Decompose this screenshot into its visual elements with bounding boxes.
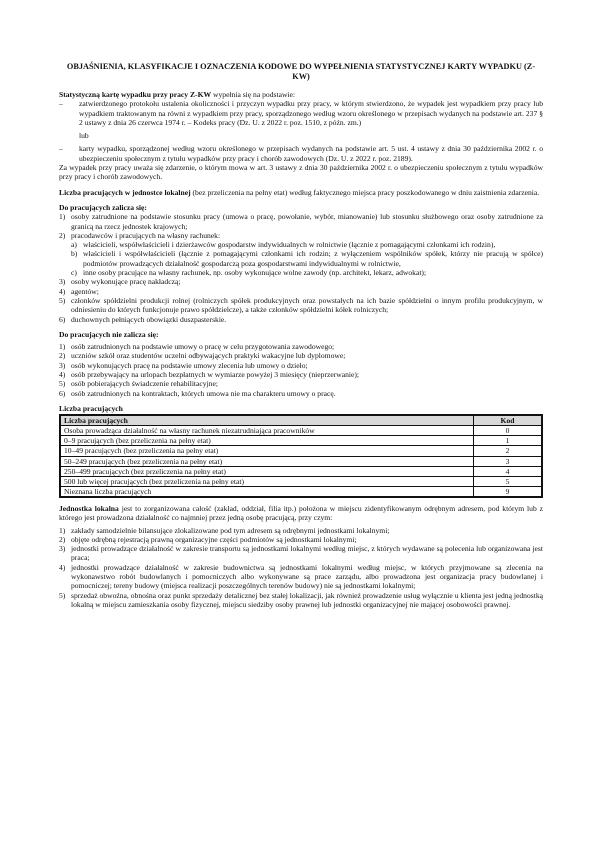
intro-text: wypełnia się na podstawie: bbox=[211, 90, 296, 99]
cell-code: 5 bbox=[474, 476, 543, 486]
item-number: 3) bbox=[59, 360, 66, 370]
item-text: agentów; bbox=[71, 286, 99, 296]
table-caption: Liczba pracujących bbox=[59, 403, 123, 413]
cell-description: 10–49 pracujących (bez przeliczenia na pełny etat) bbox=[60, 446, 474, 456]
cell-code: 4 bbox=[474, 466, 543, 476]
item-number: 4) bbox=[59, 562, 66, 572]
item-text: osób wykonujących pracę na podstawie umowy zlecenia lub umowy o dzieło; bbox=[71, 360, 308, 370]
cell-code: 0 bbox=[474, 426, 543, 436]
item-number: 1) bbox=[59, 212, 66, 222]
table-row bbox=[60, 476, 542, 486]
item-number: 4) bbox=[59, 286, 66, 296]
item-text: uczniów szkół oraz studentów uczelni odbywających praktyki wakacyjne lub dyplomowe; bbox=[71, 351, 346, 361]
item-text: inne osoby pracujące na własny rachunek, np. osoby wykonujące wolne zawody (np. architekt, lekarz, adwokat); bbox=[83, 268, 427, 278]
item-text: jednostki prowadzące działalność w zakresie budownictwa są jednostkami lokalnymi według miejsc, w których przyjmowane są zlecenia na wykonawstwo robót budowlanych i pomocniczych albo wykonywane są prace zarządu, albo prowadzona jest organizacja pracy budowlanej i pomocniczej; tereny budowy (miejsca realizacji poszczególnych terenów budowy) nie są jednostkami lokalnymi; bbox=[71, 562, 543, 591]
item-number: 2) bbox=[59, 230, 66, 240]
list-item bbox=[59, 526, 543, 535]
item-text: osób przebywający na urlopach bezpłatnych w wymiarze powyżej 3 miesięcy (nieprzerwanie); bbox=[71, 370, 360, 380]
item-text: duchownych pełniących obowiązki duszpasterskie. bbox=[71, 314, 227, 324]
list-item bbox=[59, 389, 543, 398]
item-text: osób zatrudnionych na podstawie umowy o pracę w celu przygotowania zawodowego; bbox=[71, 342, 335, 352]
dash-bullet: – bbox=[59, 99, 63, 109]
cell-description: Nieznana liczba pracujących bbox=[60, 486, 474, 497]
intro-bold: Statystyczną kartę wypadku przy pracy Z-KW bbox=[59, 90, 212, 99]
item-text: objęte odrębną rejestracją prawną organizacyjne części podmiotów są jednostkami lokalnymi; bbox=[71, 534, 357, 544]
item-letter: c) bbox=[71, 268, 77, 278]
intro-paragraph bbox=[59, 90, 543, 99]
list-item bbox=[59, 379, 543, 388]
table-row bbox=[60, 426, 542, 436]
table-row bbox=[60, 436, 542, 446]
item-text: pracodawców i pracujących na własny rachunek: bbox=[71, 230, 221, 240]
item-text: sprzedaż obwoźna, obnośna oraz punkt sprzedaży detalicznej bez stałej lokalizacji, jak również prowadzenie usług wyłącznie u klienta jest jedną jednostką lokalną w miejscu zamieszkania osoby fizycznej, miejscu siedziby osoby prawnej lub jednostki organizacyjnej nie mającej osobowości prawnej. bbox=[71, 590, 543, 609]
list-item bbox=[59, 287, 543, 296]
item-text: osoby zatrudnione na podstawie stosunku pracy (umowa o pracę, powołanie, wybór, mianowanie) lub stosunku służbowego oraz osoby zatrudnione za granicą na rzecz jednostek krajowych; bbox=[71, 212, 543, 231]
item-text: osoby wykonujące pracę nakładczą; bbox=[71, 277, 181, 287]
table-row bbox=[60, 456, 542, 466]
included-sublist bbox=[59, 240, 543, 277]
item-text: członków spółdzielni produkcji rolnej (rolniczych spółek produkcyjnych oraz powstałych na ich bazie spółdzielni o innym profilu produkcyjnym, w odniesieniu do których funkcjonuje prawo spółdzielcze), a także członków spółdzielni kółek rolniczych; bbox=[71, 295, 543, 315]
local-unit-list bbox=[59, 526, 543, 610]
list-item bbox=[59, 544, 543, 563]
item-number: 2) bbox=[59, 351, 66, 361]
item-text: zakłady samodzielnie bilansujące zlokalizowane pod tym adresem są odrębnymi jednostkami lokalnymi; bbox=[71, 525, 390, 535]
item-number: 6) bbox=[59, 388, 66, 398]
item-number: 6) bbox=[59, 314, 66, 324]
cell-description: Osoba prowadząca działalność na własny rachunek niezatrudniająca pracowników bbox=[60, 426, 474, 436]
item-number: 1) bbox=[59, 342, 66, 352]
item-letter: b) bbox=[71, 249, 78, 259]
sub-list-item bbox=[59, 240, 543, 249]
sub-list-item bbox=[59, 268, 543, 277]
item-number: 1) bbox=[59, 525, 66, 535]
local-unit-text: jest to zorganizowana całość (zakład, oddział, filia itp.) położona w miejscu zidentyfikowanym odrębnym adresem, pod którym lub z którego jest prowadzona działalność co najmniej przez jedną osobę pracującą, przy czym: bbox=[59, 503, 543, 523]
list-item bbox=[59, 277, 543, 286]
employees-count-paragraph bbox=[59, 188, 543, 197]
employees-count-text: (bez przeliczenia na pełny etat) według faktycznego miejsca pracy poszkodowanego w dniu zaistnienia zdarzenia. bbox=[190, 187, 540, 197]
item-number: 5) bbox=[59, 379, 66, 389]
cell-code: 2 bbox=[474, 446, 543, 456]
item-number: 5) bbox=[59, 590, 66, 600]
list-item bbox=[59, 370, 543, 379]
local-unit-paragraph bbox=[59, 504, 543, 523]
column-header-code: Kod bbox=[474, 415, 543, 426]
excluded-heading: Do pracujących nie zalicza się: bbox=[59, 329, 159, 339]
or-label: lub bbox=[79, 131, 89, 141]
included-list bbox=[59, 212, 543, 324]
employees-code-table bbox=[59, 414, 543, 498]
cell-description: 50–249 pracujących (bez przeliczenia na pełny etat) bbox=[60, 456, 474, 466]
cell-code: 9 bbox=[474, 486, 543, 497]
employees-count-bold: Liczba pracujących w jednostce lokalnej bbox=[59, 187, 191, 197]
basis-item-card bbox=[59, 144, 543, 163]
basis-text: karty wypadku, sporządzonej według wzoru określonego w przepisach wydanych na podstawie art. 5 ust. 4 ustawy z dnia 30 października 2002 r. o ubezpieczeniu społecznym z tytułu wypadków przy pracy i chorób zawodowych (Dz. U. z 2022 r. poz. 2189). bbox=[79, 144, 543, 163]
item-number: 3) bbox=[59, 277, 66, 287]
list-item bbox=[59, 351, 543, 360]
table-row bbox=[60, 446, 542, 456]
list-item bbox=[59, 296, 543, 315]
table-row bbox=[60, 486, 542, 497]
cell-description: 0–9 pracujących (bez przeliczenia na pełny etat) bbox=[60, 436, 474, 446]
page-title: OBJAŚNIENIA, KLASYFIKACJE I OZNACZENIA KODOWE DO WYPEŁNIENIA STATYSTYCZNEJ KARTY WYPADKU (Z-KW) bbox=[66, 62, 536, 81]
document-page bbox=[59, 62, 543, 609]
item-number: 4) bbox=[59, 370, 66, 380]
sub-list-item bbox=[59, 249, 543, 268]
list-item bbox=[59, 563, 543, 591]
cell-code: 3 bbox=[474, 456, 543, 466]
excluded-list bbox=[59, 342, 543, 398]
list-item bbox=[59, 591, 543, 610]
dash-bullet: – bbox=[59, 144, 63, 154]
column-header-count: Liczba pracujących bbox=[60, 415, 474, 426]
item-text: właścicieli i współwłaścicieli (łącznie z pomagającymi członkami ich rodzin; z wyłączeniem wspólników spółek, którzy nie pracują w spółce) podmiotów prowadzących działalność gospodarczą poza gospodarstwami indywidualnymi w rolnictwie, bbox=[83, 249, 543, 268]
item-number: 5) bbox=[59, 295, 66, 305]
cell-code: 1 bbox=[474, 436, 543, 446]
item-text: właścicieli, współwłaścicieli i dzierżawców gospodarstw indywidualnych w rolnictwie (łącznie z pomagającymi członkami ich rodzin), bbox=[83, 240, 496, 250]
basis-item-protocol bbox=[59, 99, 543, 127]
list-item bbox=[59, 535, 543, 544]
item-letter: a) bbox=[71, 240, 77, 250]
basis-text: zatwierdzonego protokołu ustalenia okoliczności i przyczyn wypadku przy pracy, w którym stwierdzono, że wypadek jest wypadkiem przy pracy lub wypadkiem traktowanym na równi z wypadkiem przy pracy, sporządzonego według wzoru określonego w przepisach wydanych na podstawie art. 237 § 2 ustawy z dnia 26 czerwca 1974 r. – Kodeks pracy (Dz. U. z 2022 r. poz. 1510, z późn. zm.) bbox=[79, 99, 543, 127]
item-text: jednostki prowadzące działalność w zakresie transportu są jednostkami lokalnymi według miejsc, z których wydawane są polecenia lub organizowana jest praca; bbox=[71, 544, 543, 563]
item-text: osób pobierających świadczenie rehabilitacyjne; bbox=[71, 379, 218, 389]
list-item bbox=[59, 342, 543, 351]
item-number: 3) bbox=[59, 544, 66, 554]
list-item bbox=[59, 361, 543, 370]
cell-description: 500 lub więcej pracujących (bez przeliczenia na pełny etat) bbox=[60, 476, 474, 486]
cell-description: 250–499 pracujących (bez przeliczenia na pełny etat) bbox=[60, 466, 474, 476]
table-header-row bbox=[60, 415, 542, 426]
accident-definition: Za wypadek przy pracy uważa się zdarzenie, o którym mowa w art. 3 ustawy z dnia 30 października 2002 r. o ubezpieczeniu społecznym z tytułu wypadków przy pracy i chorób zawodowych. bbox=[59, 163, 543, 182]
list-item bbox=[59, 315, 543, 324]
item-number: 2) bbox=[59, 534, 66, 544]
item-text: osób zatrudnionych na kontraktach, których umowa nie ma charakteru umowy o pracę. bbox=[71, 388, 336, 398]
table-row bbox=[60, 466, 542, 476]
list-item bbox=[59, 212, 543, 231]
local-unit-bold: Jednostka lokalna bbox=[59, 503, 119, 513]
included-heading: Do pracujących zalicza się: bbox=[59, 202, 147, 212]
list-item bbox=[59, 231, 543, 277]
